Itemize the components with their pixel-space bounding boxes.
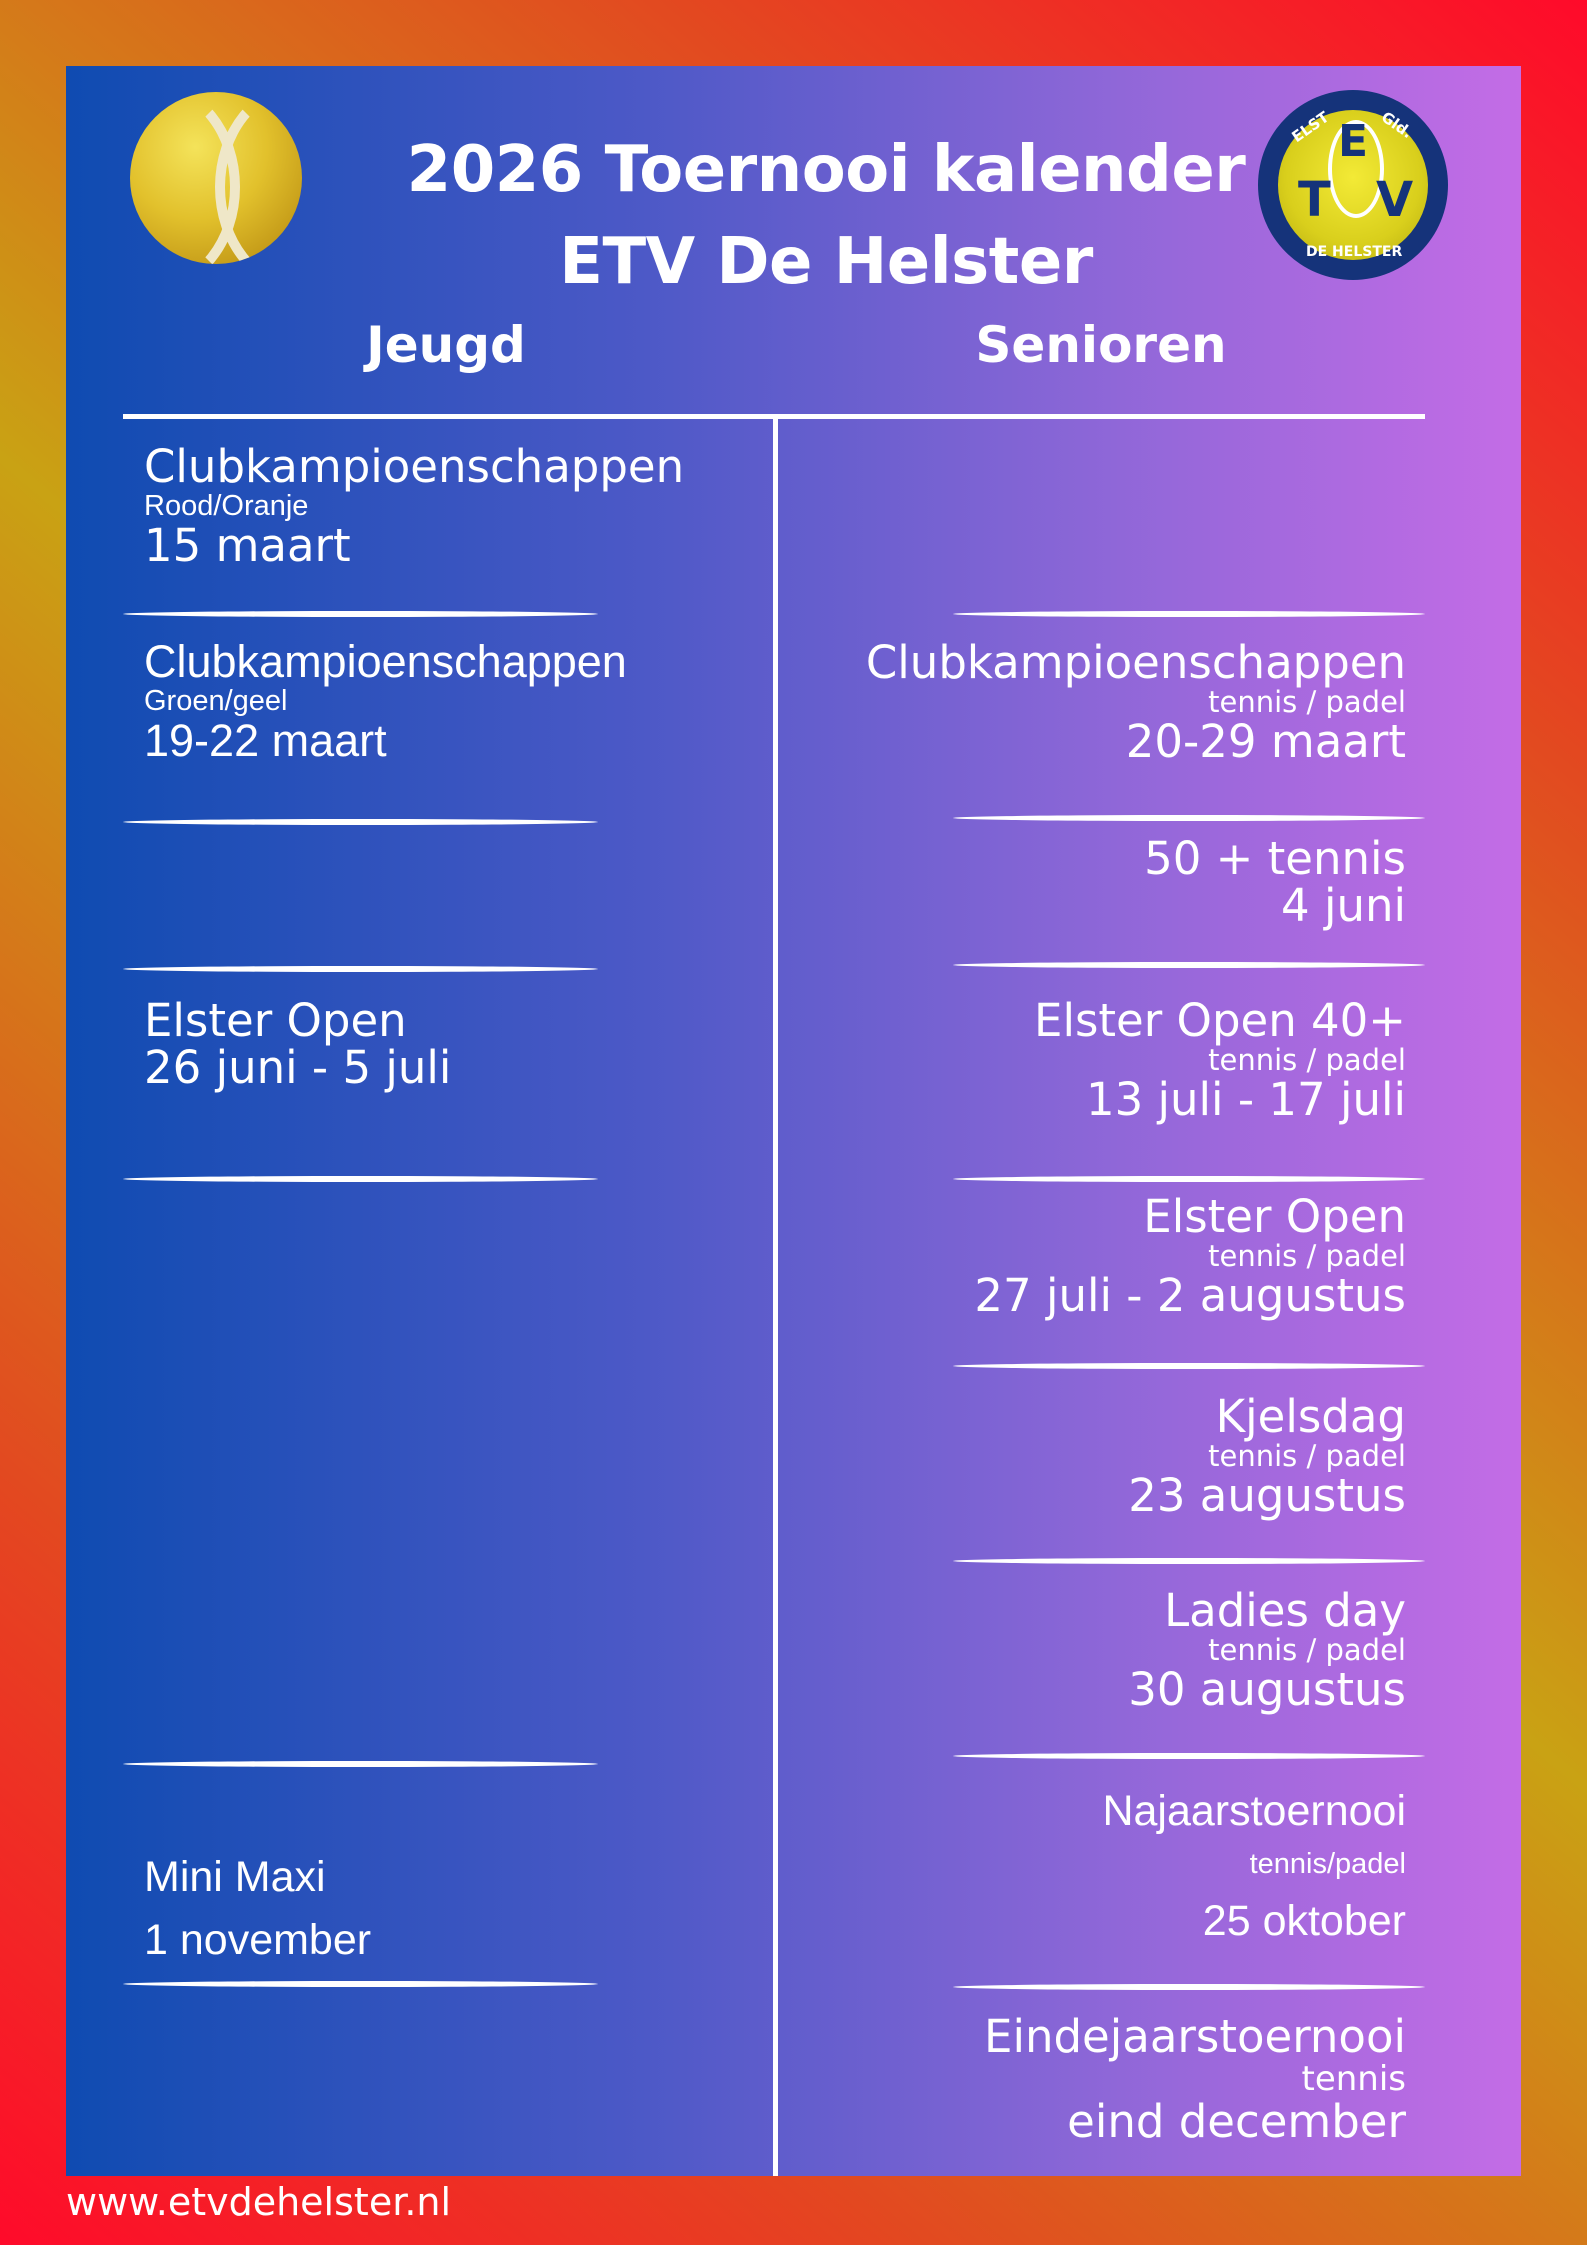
event-name: Clubkampioenschappen <box>144 440 685 493</box>
tennis-ball-icon <box>130 92 302 264</box>
event-subtitle: Rood/Oranje <box>144 490 309 522</box>
senioren-event-2 <box>1144 832 1406 932</box>
jeugd-separator <box>123 1761 598 1767</box>
event-date: eind december <box>1067 2095 1406 2148</box>
event-name: Elster Open <box>144 994 407 1047</box>
jeugd-separator <box>123 819 598 825</box>
title-line-2: ETV De Helster <box>559 225 1093 299</box>
event-date: 27 juli - 2 augustus <box>974 1269 1406 1322</box>
event-name: Kjelsdag <box>1215 1390 1406 1443</box>
jeugd-separator <box>123 966 598 972</box>
jeugd-event-3 <box>144 994 452 1094</box>
event-name: Clubkampioenschappen <box>144 636 627 687</box>
senioren-separator <box>953 1558 1425 1564</box>
event-subtitle: tennis/padel <box>1249 1848 1406 1880</box>
event-date: 20-29 maart <box>1125 715 1406 768</box>
event-name: Mini Maxi <box>144 1853 326 1901</box>
event-date: 26 juni - 5 juli <box>144 1041 452 1094</box>
event-date: 1 november <box>144 1916 372 1964</box>
event-date: 4 juni <box>1281 879 1406 932</box>
event-date: 15 maart <box>144 519 351 572</box>
column-heading-senioren: Senioren <box>975 316 1227 374</box>
event-date: 25 oktober <box>1202 1897 1406 1945</box>
logo-letter-e: E <box>1338 116 1369 167</box>
senioren-event-7 <box>1102 1784 1406 1952</box>
event-subtitle: Groen/geel <box>144 685 288 717</box>
event-subtitle: tennis / padel <box>1208 1043 1406 1077</box>
event-date: 23 augustus <box>1128 1469 1406 1522</box>
event-name: Clubkampioenschappen <box>865 636 1406 689</box>
event-date: 13 juli - 17 juli <box>1085 1073 1406 1126</box>
logo-text-elst: ELST <box>1288 107 1333 147</box>
jeugd-event-2 <box>144 636 627 768</box>
jeugd-separator <box>123 1981 598 1987</box>
event-name: Najaarstoernooi <box>1102 1787 1406 1835</box>
logo-letter-v: V <box>1376 172 1414 228</box>
logo-text-gld: Gld. <box>1377 107 1416 143</box>
jeugd-event-4-content <box>144 1847 371 1973</box>
jeugd-separator <box>123 611 598 617</box>
senioren-separator <box>953 1753 1425 1759</box>
column-heading-jeugd: Jeugd <box>366 316 526 374</box>
event-subtitle: tennis / padel <box>1208 1633 1406 1667</box>
event-subtitle: tennis / padel <box>1208 1439 1406 1473</box>
senioren-event-3 <box>1034 996 1406 1126</box>
senioren-separator <box>953 1363 1425 1369</box>
jeugd-separator <box>123 1176 598 1182</box>
jeugd-event-1 <box>144 442 684 572</box>
website-link[interactable]: www.etvdehelster.nl <box>66 2180 452 2224</box>
event-subtitle: tennis / padel <box>1208 685 1406 719</box>
event-date: 19-22 maart <box>144 715 387 766</box>
senioren-event-6 <box>1128 1586 1406 1716</box>
title-line-1: 2026 Toernooi kalender <box>406 133 1246 207</box>
logo-text-de-helster: DE HELSTER <box>1306 244 1403 260</box>
event-date: 30 augustus <box>1128 1663 1406 1716</box>
poster <box>66 66 1521 2176</box>
senioren-separator <box>953 815 1425 821</box>
senioren-event-1 <box>866 638 1406 768</box>
senioren-separator <box>953 611 1425 617</box>
event-name: 50 + tennis <box>1144 832 1406 885</box>
event-subtitle: tennis <box>1301 2059 1406 2099</box>
column-divider <box>773 416 778 2176</box>
event-name: Elster Open 40+ <box>1034 994 1406 1047</box>
senioren-event-8 <box>984 2012 1406 2148</box>
logo-letter-t: T <box>1298 172 1331 228</box>
event-subtitle: tennis / padel <box>1208 1239 1406 1273</box>
senioren-separator <box>953 1984 1425 1990</box>
page-title <box>316 124 1336 308</box>
senioren-event-4 <box>974 1192 1406 1322</box>
senioren-separator <box>953 962 1425 968</box>
senioren-event-5 <box>1128 1392 1406 1522</box>
event-name: Elster Open <box>1143 1190 1406 1243</box>
event-name: Ladies day <box>1164 1584 1406 1637</box>
senioren-separator <box>953 1176 1425 1182</box>
club-logo <box>1258 90 1448 280</box>
event-name: Eindejaarstoernooi <box>984 2010 1406 2063</box>
